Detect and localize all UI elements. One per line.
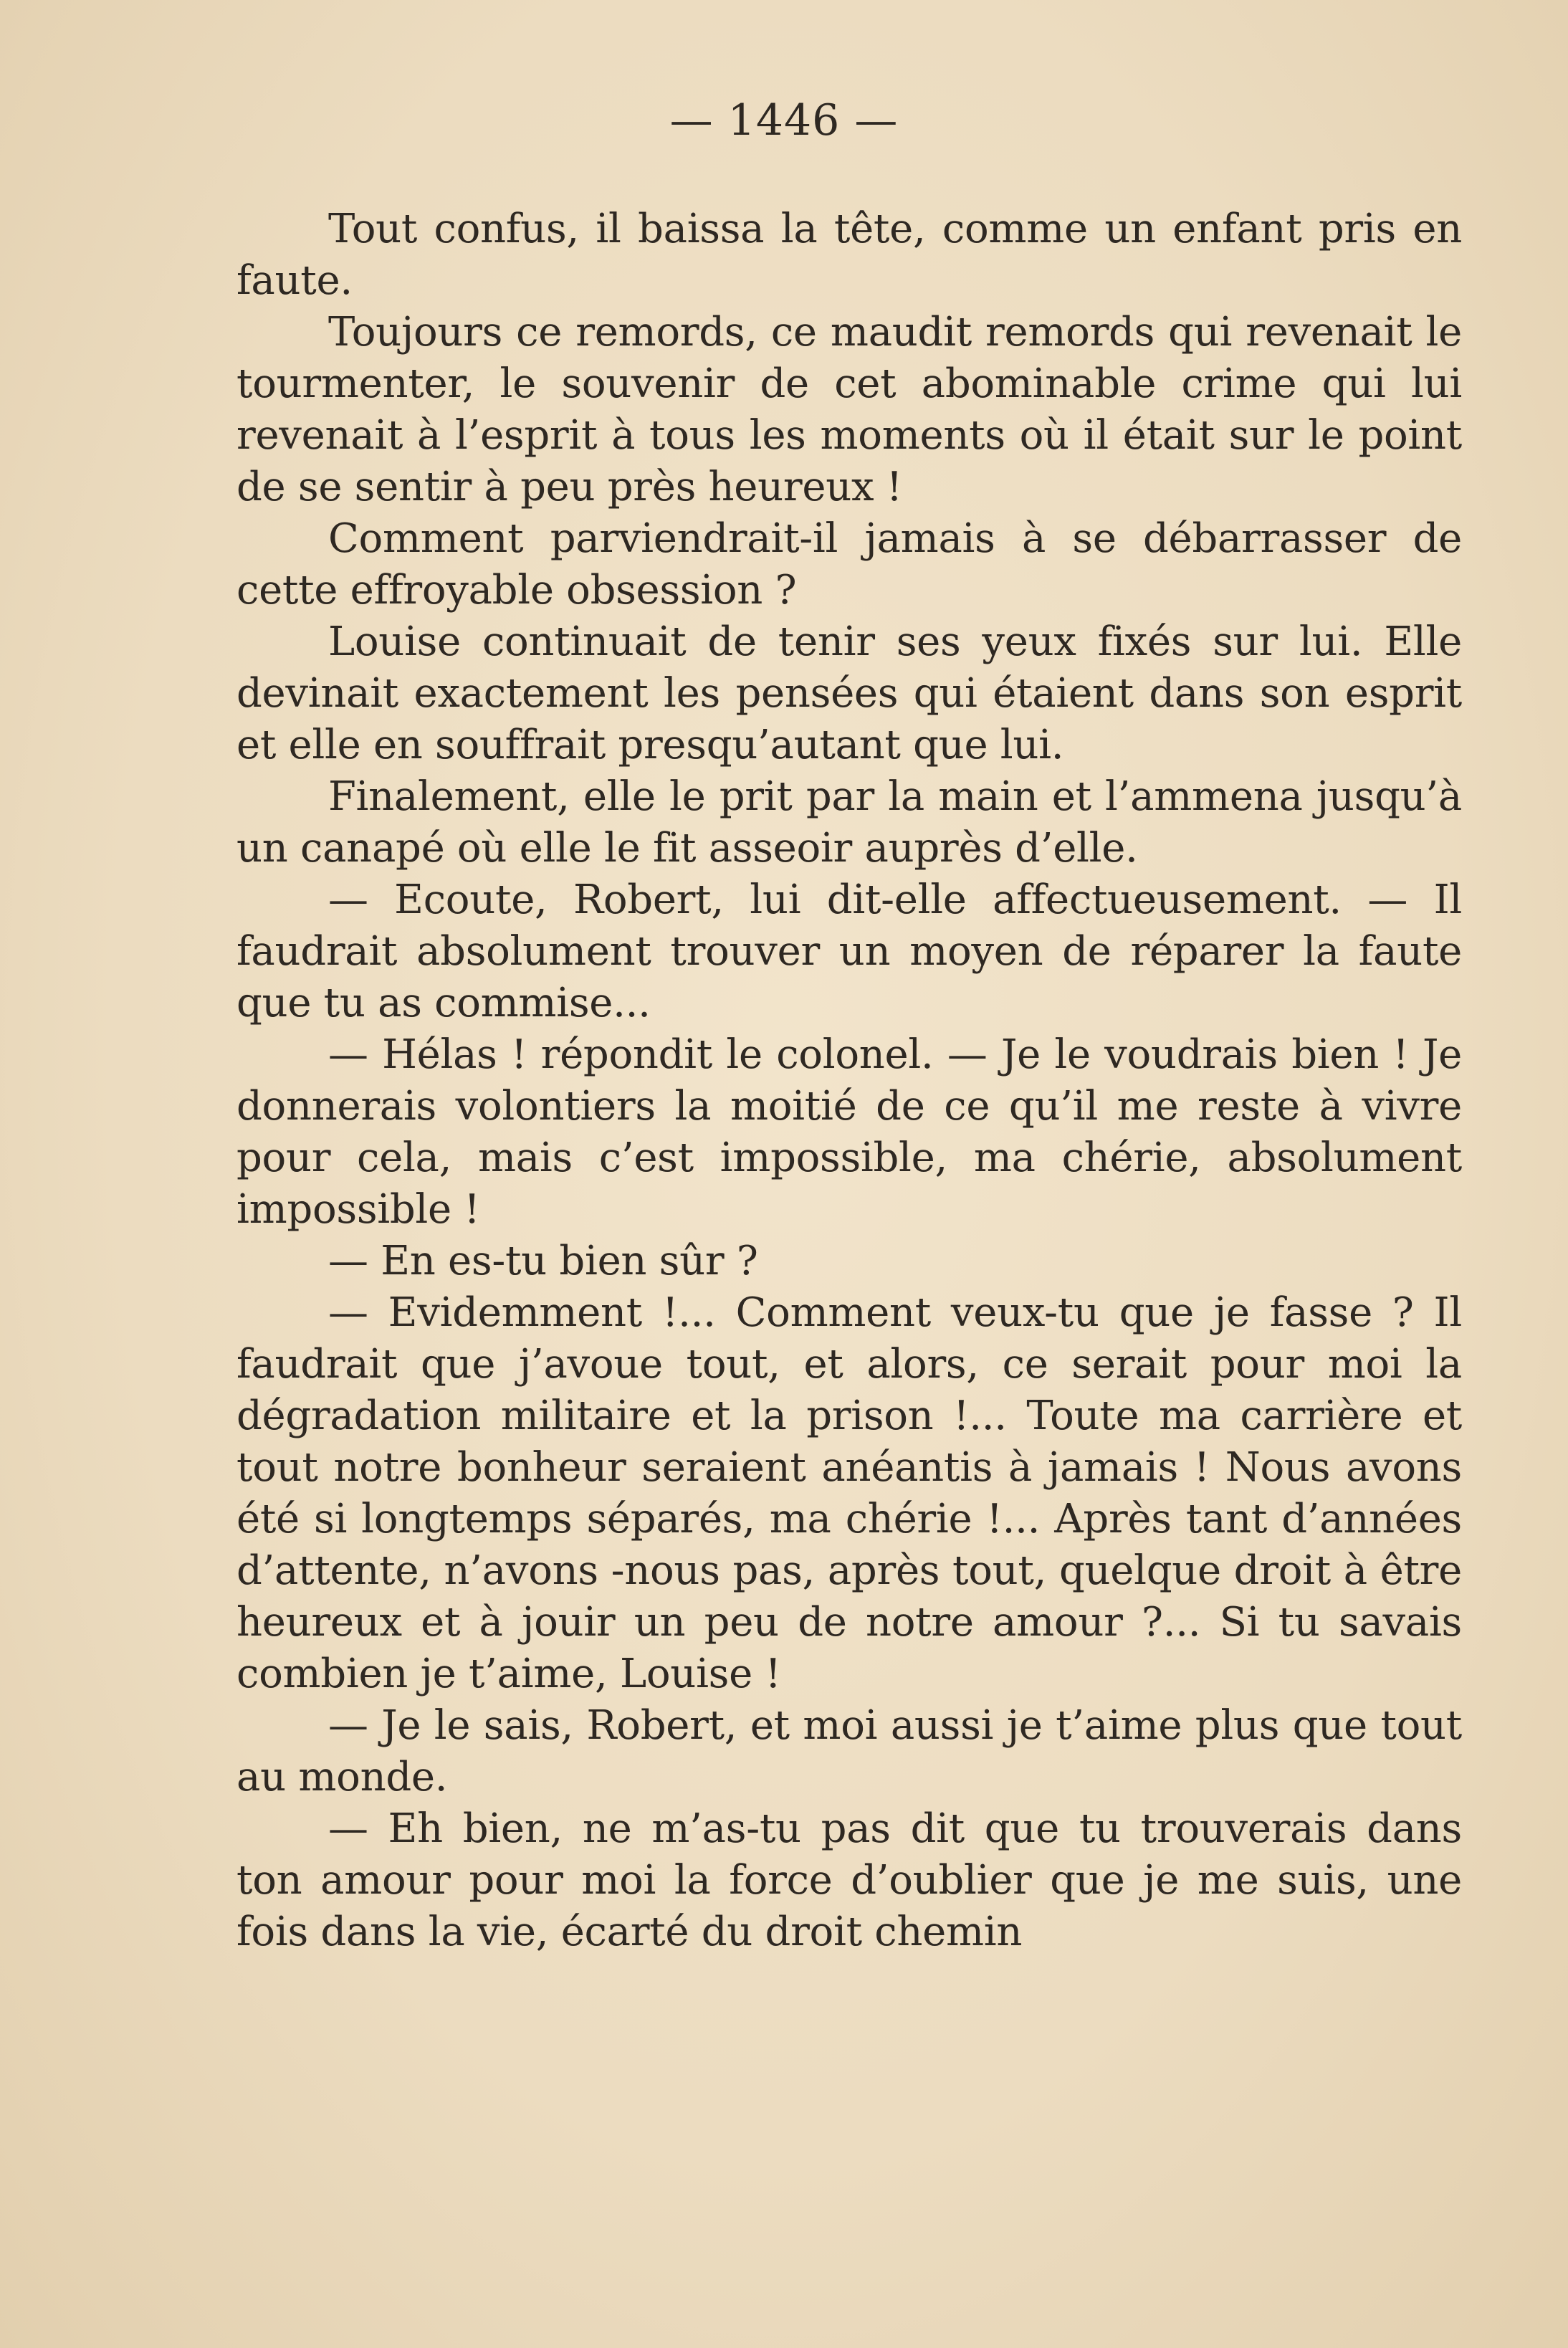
page-number: — 1446 — (669, 95, 899, 145)
dialogue-paragraph: — Hélas ! répondit le colonel. — Je le voudrais bien ! Je donnerais volontiers la moitié de ce qu’il me reste à vivre pour cela, mais c’est impossible, ma chérie, absolument impossible ! (236, 1031, 1462, 1233)
paragraph: Tout confus, il baissa la tête, comme un enfant pris en faute. (236, 206, 1462, 304)
paragraph: Louise continuait de tenir ses yeux fixés sur lui. Elle devinait exactement les pensées qui étaient dans son esprit et elle en souffrait presqu’autant que lui. (236, 619, 1462, 768)
paragraph: Comment parviendrait-il jamais à se débarrasser de cette effroyable obsession ? (236, 515, 1462, 614)
body-text (236, 204, 1462, 1958)
dialogue-paragraph: — Evidemment !... Comment veux-tu que je fasse ? Il faudrait que j’avoue tout, et alors, ce serait pour moi la dégradation militaire et la prison !... Toute ma carrière et tout notre bonheur seraient anéantis à jamais ! Nous avons été si longtemps séparés, ma chérie !... Après tant d’années d’attente, n’avons -nous pas, après tout, quelque droit à être heureux et à jouir un peu de notre amour ?... Si tu savais combien je t’aime, Louise ! (236, 1289, 1462, 1697)
dialogue-paragraph: — Je le sais, Robert, et moi aussi je t’aime plus que tout au monde. (236, 1702, 1462, 1800)
dialogue-paragraph: — Eh bien, ne m’as-tu pas dit que tu trouverais dans ton amour pour moi la force d’oublier que je me suis, une fois dans la vie, écarté du droit chemin (236, 1805, 1462, 1955)
paragraph: Toujours ce remords, ce maudit remords qui revenait le tourmenter, le souvenir de cet abominable crime qui lui revenait à l’esprit à tous les moments où il était sur le point de se sentir à peu près heureux ! (236, 309, 1462, 510)
paragraph: Finalement, elle le prit par la main et l’ammena jusqu’à un canapé où elle le fit asseoir auprès d’elle. (236, 773, 1462, 872)
dialogue-paragraph: — En es-tu bien sûr ? (328, 1238, 758, 1284)
dialogue-paragraph: — Ecoute, Robert, lui dit-elle affectueusement. — Il faudrait absolument trouver un moyen de réparer la faute que tu as commise... (236, 877, 1462, 1026)
